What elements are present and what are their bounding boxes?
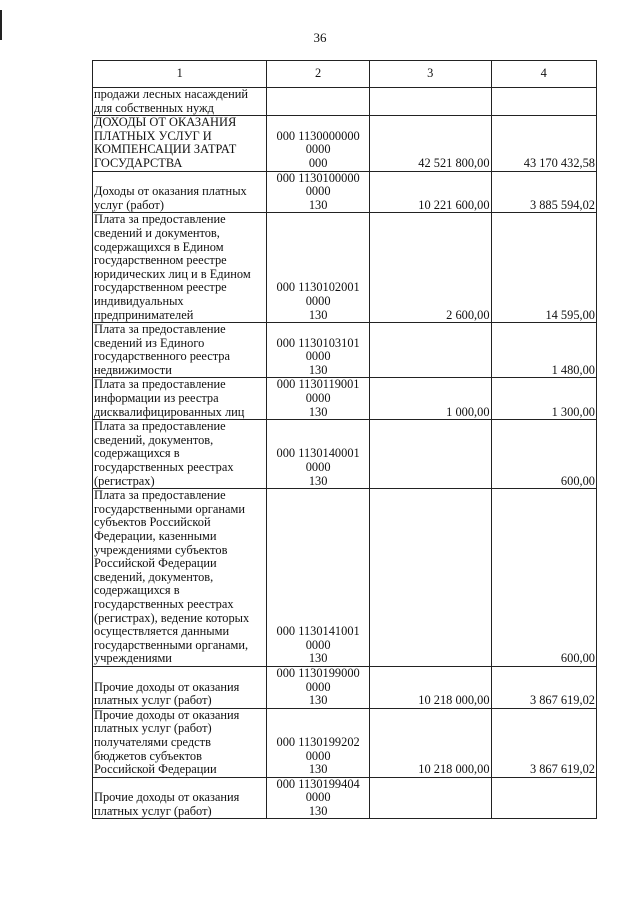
revenue-table: [92, 60, 597, 819]
row-fact-cell: 600,00: [491, 489, 596, 667]
row-plan-cell: 10 218 000,00: [369, 708, 491, 777]
table-row: [93, 116, 597, 171]
table-row: [93, 666, 597, 708]
row-plan-cell: 1 000,00: [369, 378, 491, 420]
column-header-3: 3: [369, 61, 491, 88]
row-code-cell: 000 1130141001 0000 130: [267, 489, 369, 667]
row-plan-cell: 2 600,00: [369, 213, 491, 323]
row-name-cell: ДОХОДЫ ОТ ОКАЗАНИЯ ПЛАТНЫХ УСЛУГ И КОМПЕНСАЦИИ ЗАТРАТ ГОСУДАРСТВА: [93, 116, 267, 171]
row-code-cell: 000 1130140001 0000 130: [267, 420, 369, 489]
table-row: [93, 213, 597, 323]
row-fact-cell: 600,00: [491, 420, 596, 489]
page-number: 36: [313, 30, 327, 45]
table-row: [93, 420, 597, 489]
row-plan-cell: 10 218 000,00: [369, 666, 491, 708]
column-header-1: 1: [93, 61, 267, 88]
row-plan-cell: [369, 489, 491, 667]
row-name-cell: Прочие доходы от оказания платных услуг (работ): [93, 666, 267, 708]
row-name-cell: Плата за предоставление сведений и документов, содержащихся в Едином государственном реестре юридических лиц и в Едином государственном реестре индивидуальных предпринимателей: [93, 213, 267, 323]
row-name-cell: Прочие доходы от оказания платных услуг (работ): [93, 777, 267, 819]
row-plan-cell: 42 521 800,00: [369, 116, 491, 171]
table-header-row: [93, 61, 597, 88]
row-code-cell: 000 1130199404 0000 130: [267, 777, 369, 819]
column-header-4: 4: [491, 61, 596, 88]
row-fact-cell: [491, 88, 596, 116]
row-code-cell: 000 1130103101 0000 130: [267, 323, 369, 378]
row-name-cell: продажи лесных насаждений для собственных нужд: [93, 88, 267, 116]
row-name-cell: Доходы от оказания платных услуг (работ): [93, 171, 267, 213]
row-name-cell: Прочие доходы от оказания платных услуг (работ) получателями средств бюджетов субъектов Российской Федерации: [93, 708, 267, 777]
row-code-cell: 000 1130102001 0000 130: [267, 213, 369, 323]
row-fact-cell: 14 595,00: [491, 213, 596, 323]
table-row: [93, 171, 597, 213]
table-row: [93, 378, 597, 420]
table-row: [93, 777, 597, 819]
row-fact-cell: 1 300,00: [491, 378, 596, 420]
row-fact-cell: 1 480,00: [491, 323, 596, 378]
row-plan-cell: [369, 777, 491, 819]
row-code-cell: 000 1130100000 0000 130: [267, 171, 369, 213]
table-row: [93, 708, 597, 777]
revenue-table-body: [93, 61, 597, 819]
row-plan-cell: [369, 420, 491, 489]
row-fact-cell: 43 170 432,58: [491, 116, 596, 171]
row-code-cell: 000 1130119001 0000 130: [267, 378, 369, 420]
table-row: [93, 88, 597, 116]
column-header-2: 2: [267, 61, 369, 88]
row-plan-cell: 10 221 600,00: [369, 171, 491, 213]
table-row: [93, 489, 597, 667]
row-name-cell: Плата за предоставление сведений, документов, содержащихся в государственных реестрах (регистрах): [93, 420, 267, 489]
row-plan-cell: [369, 88, 491, 116]
row-code-cell: 000 1130199000 0000 130: [267, 666, 369, 708]
row-name-cell: Плата за предоставление государственными органами субъектов Российской Федерации, казенными учреждениями субъектов Российской Федерации сведений, документов, содержащихся в государственных реестрах (регистрах), ведение которых осуществляется данными государственными органами, учреждениями: [93, 489, 267, 667]
row-plan-cell: [369, 323, 491, 378]
row-fact-cell: 3 867 619,02: [491, 708, 596, 777]
row-name-cell: Плата за предоставление информации из реестра дисквалифицированных лиц: [93, 378, 267, 420]
row-code-cell: 000 1130199202 0000 130: [267, 708, 369, 777]
row-code-cell: [267, 88, 369, 116]
row-fact-cell: 3 867 619,02: [491, 666, 596, 708]
table-row: [93, 323, 597, 378]
row-fact-cell: 3 885 594,02: [491, 171, 596, 213]
row-code-cell: 000 1130000000 0000 000: [267, 116, 369, 171]
row-name-cell: Плата за предоставление сведений из Единого государственного реестра недвижимости: [93, 323, 267, 378]
row-fact-cell: [491, 777, 596, 819]
